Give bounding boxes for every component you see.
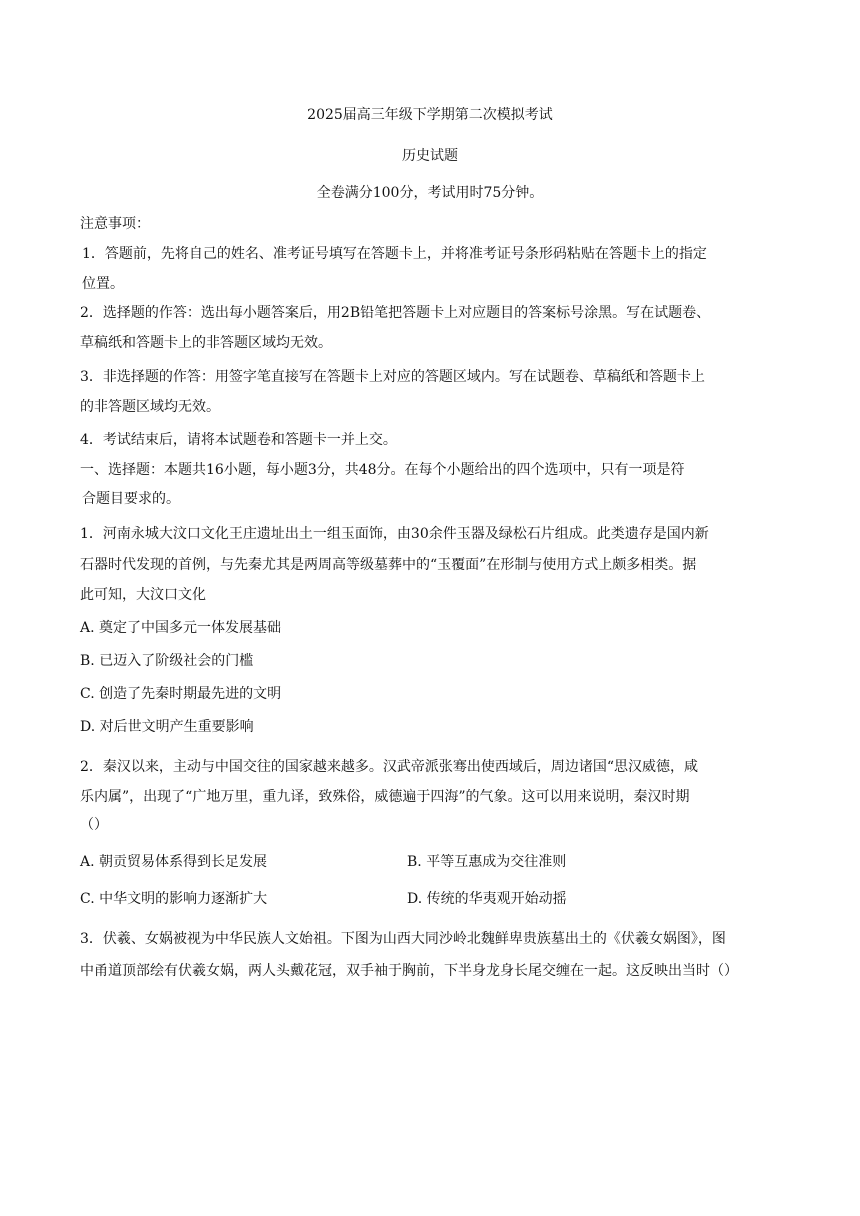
- notice-item-2-line-1: 2．选择题的作答：选出每小题答案后，用2B铅笔把答题卡上对应题目的答案标号涂黑。写在试题卷、: [80, 305, 711, 321]
- question-2-option-c: C. 中华文明的影响力逐渐扩大: [80, 891, 268, 907]
- question-1-option-c: C. 创造了先秦时期最先进的文明: [80, 686, 282, 702]
- notice-item-3-line-2: 的非答题区域均无效。: [80, 399, 220, 415]
- question-3-stem-line-2: 中甬道顶部绘有伏羲女娲，两人头戴花冠，双手袖于胸前，下半身龙身长尾交缠在一起。这反映出当时（）: [80, 963, 738, 979]
- question-1-option-a: A. 奠定了中国多元一体发展基础: [80, 620, 282, 636]
- question-3-stem-line-1: 3．伏羲、女娲被视为中华民族人文始祖。下图为山西大同沙岭北魏鲜卑贵族墓出土的《伏羲女娲图》，图: [80, 931, 726, 947]
- question-1-stem-line-2: 石器时代发现的首例，与先秦尤其是两周高等级墓葬中的“玉覆面”在形制与使用方式上颇多相类。据: [80, 557, 697, 573]
- question-1-stem-line-3: 此可知，大汶口文化: [80, 587, 206, 603]
- question-2-option-d: D. 传统的华夷观开始动摇: [407, 891, 567, 907]
- question-2-stem-line-1: 2．秦汉以来，主动与中国交往的国家越来越多。汉武帝派张骞出使西域后，周边诸国“思汉威德，咸: [80, 759, 699, 775]
- section-heading-line-2: 合题目要求的。: [82, 491, 180, 507]
- exam-meta: 全卷满分100分，考试用时75分钟。: [316, 185, 544, 201]
- notice-item-3-line-1: 3．非选择题的作答：用签字笔直接写在答题卡上对应的答题区域内。写在试题卷、草稿纸和答题卡上: [80, 369, 705, 385]
- question-1-option-d: D. 对后世文明产生重要影响: [80, 719, 254, 735]
- question-2-option-b: B. 平等互惠成为交往准则: [407, 854, 567, 870]
- question-2-stem-line-3: （）: [80, 817, 108, 833]
- notice-heading: 注意事项：: [80, 216, 150, 232]
- notice-item-1-line-2: 位置。: [82, 276, 124, 292]
- notice-item-4: 4．考试结束后，请将本试题卷和答题卡一并上交。: [80, 432, 397, 448]
- question-1-option-b: B. 已迈入了阶级社会的门槛: [80, 653, 254, 669]
- question-2-stem-line-2: 乐内属”，出现了“广地万里，重九译，致殊俗，威德遍于四海”的气象。这可以用来说明，秦汉时期: [80, 789, 690, 805]
- notice-item-2-line-2: 草稿纸和答题卡上的非答题区域均无效。: [80, 335, 332, 351]
- exam-title: 2025届高三年级下学期第二次模拟考试: [307, 107, 553, 123]
- question-1-stem-line-1: 1．河南永城大汶口文化王庄遗址出土一组玉面饰，由30余件玉器及绿松石片组成。此类遗存是国内新: [80, 526, 709, 542]
- section-heading-line-1: 一、选择题：本题共16小题，每小题3分，共48分。在每个小题给出的四个选项中，只有一项是符: [80, 462, 685, 478]
- notice-item-1-line-1: 1．答题前，先将自己的姓名、准考证号填写在答题卡上，并将准考证号条形码粘贴在答题卡上的指定: [82, 246, 707, 262]
- subject-title: 历史试题: [402, 148, 458, 164]
- question-2-option-a: A. 朝贡贸易体系得到长足发展: [80, 854, 268, 870]
